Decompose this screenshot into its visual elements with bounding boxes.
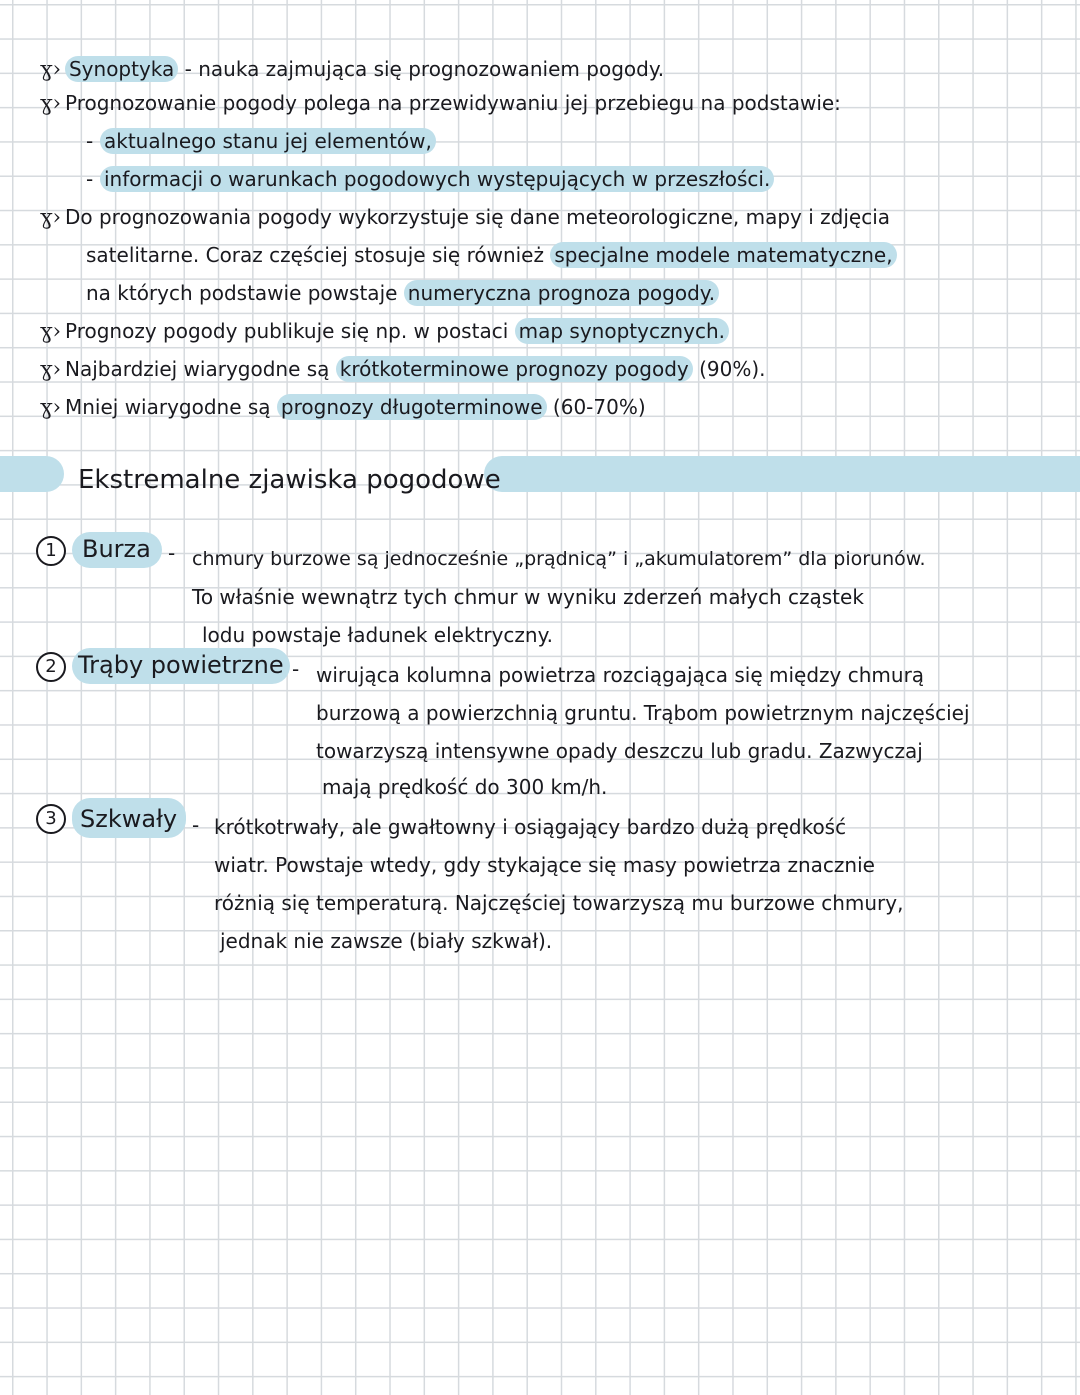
note-text: (90%).	[692, 357, 766, 381]
note-line-5	[40, 202, 890, 232]
note-text: na których podstawie powstaje	[86, 281, 404, 305]
note-line-6	[86, 240, 897, 270]
definition-line: To właśnie wewnątrz tych chmur w wyniku zderzeń małych cząstek	[192, 585, 864, 609]
bullet-icon: ɣ›	[40, 395, 61, 419]
note-text: Do prognozowania pogody wykorzystuje się dane meteorologiczne, mapy i zdjęcia	[64, 205, 891, 229]
term-dash: -	[192, 813, 200, 837]
highlight-text: informacji o warunkach pogodowych występujących w przeszłości.	[100, 166, 774, 192]
section-banner-right	[484, 456, 1080, 492]
highlight-text: krótkoterminowe prognozy pogody	[336, 356, 693, 382]
number-badge-1: 1	[36, 536, 66, 566]
note-line-10	[40, 392, 646, 422]
bullet-icon: ɣ›	[40, 357, 61, 381]
highlight-text: numeryczna prognoza pogody.	[404, 280, 719, 306]
note-line-9	[40, 354, 766, 384]
definition-line: różnią się temperaturą. Najczęściej towarzyszą mu burzowe chmury,	[214, 891, 904, 915]
note-line-3	[86, 126, 436, 156]
highlight-text: map synoptycznych.	[515, 318, 729, 344]
definition-line: chmury burzowe są jednocześnie „prądnicą” i „akumulatorem” dla piorunów.	[192, 548, 926, 570]
bullet-icon: ɣ›	[40, 205, 61, 229]
definition-line: lodu powstaje ładunek elektryczny.	[202, 623, 553, 647]
note-text: Prognozowanie pogody polega na przewidywaniu jej przebiegu na podstawie:	[64, 91, 841, 115]
note-line-7	[86, 278, 719, 308]
term-traby-powietrzne: Trąby powietrzne	[78, 651, 284, 679]
definition-line: krótkotrwały, ale gwałtowny i osiągający bardzo dużą prędkość	[214, 815, 847, 839]
highlight-term: Synoptyka	[65, 56, 178, 82]
highlight-text: specjalne modele matematyczne,	[550, 242, 896, 268]
highlight-text: prognozy długoterminowe	[277, 394, 547, 420]
term-burza: Burza	[82, 535, 151, 563]
note-line-4	[86, 164, 774, 194]
section-title: Ekstremalne zjawiska pogodowe	[78, 465, 501, 495]
bullet-icon: ɣ›	[40, 57, 61, 81]
definition-line: mają prędkość do 300 km/h.	[322, 775, 608, 799]
note-text: (60-70%)	[546, 395, 646, 419]
highlight-text: aktualnego stanu jej elementów,	[100, 128, 436, 154]
note-line-8	[40, 316, 729, 346]
note-text: - nauka zajmująca się prognozowaniem pogody.	[178, 57, 665, 81]
number-badge-2: 2	[36, 652, 66, 682]
definition-line: jednak nie zawsze (biały szkwał).	[220, 929, 553, 953]
dash-marker: -	[86, 129, 94, 153]
definition-line: burzową a powierzchnią gruntu. Trąbom powietrznym najczęściej	[316, 701, 970, 725]
bullet-icon: ɣ›	[40, 91, 61, 115]
number-badge-3: 3	[36, 804, 66, 834]
bullet-icon: ɣ›	[40, 319, 61, 343]
note-text: Najbardziej wiarygodne są	[64, 357, 336, 381]
note-text: satelitarne. Coraz częściej stosuje się również	[86, 243, 551, 267]
definition-line: wiatr. Powstaje wtedy, gdy stykające się masy powietrza znacznie	[214, 853, 875, 877]
note-line-1	[40, 54, 664, 84]
term-dash: -	[292, 657, 300, 681]
definition-line: wirująca kolumna powietrza rozciągająca się między chmurą	[316, 663, 925, 687]
definition-line: towarzyszą intensywne opady deszczu lub gradu. Zazwyczaj	[316, 739, 923, 763]
dash-marker: -	[86, 167, 94, 191]
term-szkwaly: Szkwały	[80, 805, 178, 833]
section-banner-left	[0, 456, 64, 492]
note-line-2	[40, 88, 841, 118]
term-dash: -	[168, 541, 176, 565]
note-text: Prognozy pogody publikuje się np. w postaci	[64, 319, 515, 343]
note-text: Mniej wiarygodne są	[64, 395, 277, 419]
